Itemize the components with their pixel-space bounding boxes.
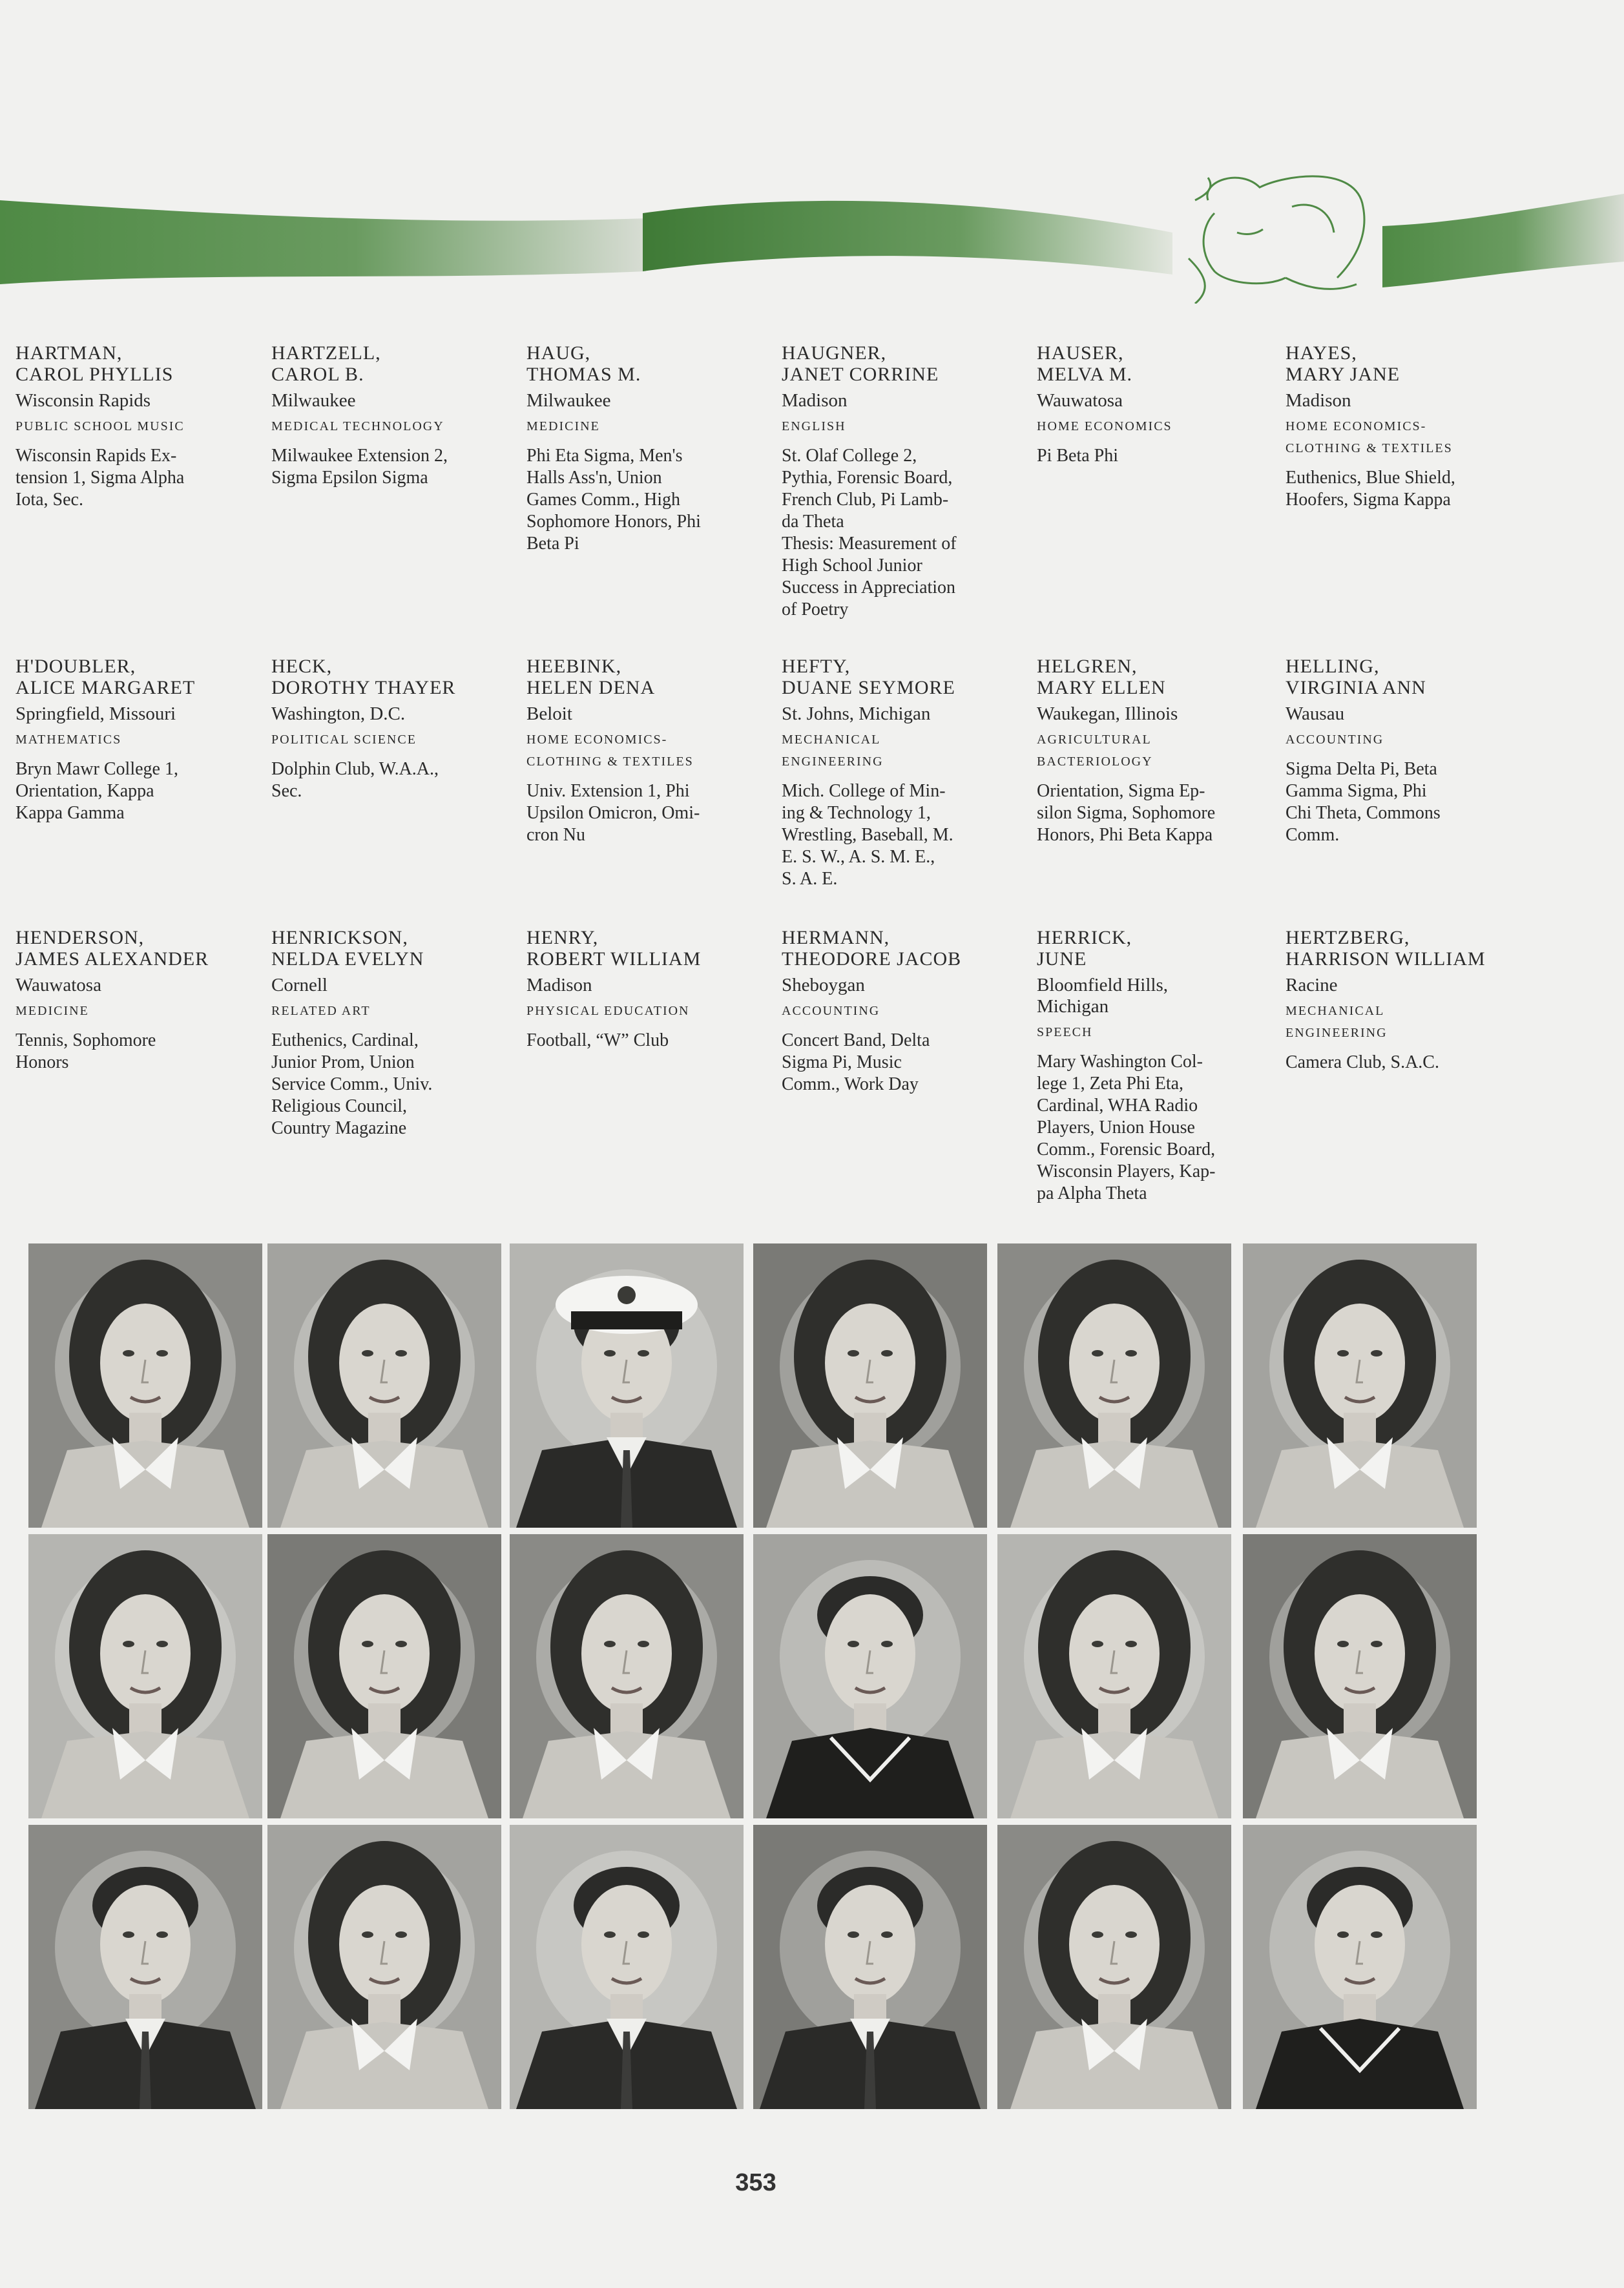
student-major: SPEECH (1037, 1025, 1093, 1039)
student-portrait (1243, 1534, 1477, 1818)
student-name: HERRICK, JUNE (1037, 927, 1132, 970)
student-name: HENRICKSON, NELDA EVELYN (271, 927, 424, 970)
student-portrait (1243, 1243, 1477, 1528)
student-hometown: Madison (782, 390, 848, 411)
student-activities: Concert Band, Delta Sigma Pi, Music Comm., Work Day (782, 1030, 930, 1094)
student-portrait (267, 1534, 501, 1818)
student-activities: Mich. College of Min- ing & Technology 1, Wrestling, Baseball, M. E. S. W., A. S. M. E., S. A. E. (782, 781, 953, 889)
student-major: HOME ECONOMICS- CLOTHING & TEXTILES (526, 733, 694, 769)
student-portrait (28, 1243, 262, 1528)
student-entry (271, 656, 504, 802)
student-hometown: Washington, D.C. (271, 703, 406, 724)
student-entry (1286, 927, 1518, 1074)
student-hometown: Wausau (1286, 703, 1345, 724)
student-name: HERTZBERG, HARRISON WILLIAM (1286, 927, 1486, 970)
student-activities: Tennis, Sophomore Honors (16, 1030, 156, 1072)
student-portrait (997, 1243, 1231, 1528)
student-activities: Mary Washington Col- lege 1, Zeta Phi Eta, Cardinal, WHA Radio Players, Union House Comm., Forensic Board, Wisconsin Players, Kap- pa Alpha Theta (1037, 1052, 1216, 1203)
student-name: HECK, DOROTHY THAYER (271, 656, 456, 698)
student-name: HARTZELL, CAROL B. (271, 342, 381, 385)
student-activities: Camera Club, S.A.C. (1286, 1052, 1439, 1072)
student-entry (526, 342, 759, 555)
student-hometown: Sheboygan (782, 975, 865, 995)
student-entry (1037, 342, 1269, 467)
student-hometown: St. Johns, Michigan (782, 703, 931, 724)
student-hometown: Wisconsin Rapids (16, 390, 151, 411)
student-hometown: Bloomfield Hills, Michigan (1037, 975, 1168, 1017)
student-name: HERMANN, THEODORE JACOB (782, 927, 962, 970)
student-major: MEDICINE (16, 1004, 89, 1018)
student-name: HAUG, THOMAS M. (526, 342, 641, 385)
student-entry (1037, 656, 1269, 846)
student-hometown: Waukegan, Illinois (1037, 703, 1178, 724)
student-portrait (510, 1243, 744, 1528)
student-entry (271, 927, 504, 1139)
student-entry (526, 656, 759, 846)
student-major: MEDICAL TECHNOLOGY (271, 419, 444, 433)
student-entry (16, 927, 248, 1074)
student-hometown: Milwaukee (271, 390, 356, 411)
student-entry (16, 342, 248, 511)
student-portrait (28, 1534, 262, 1818)
student-activities: Orientation, Sigma Ep- silon Sigma, Sophomore Honors, Phi Beta Kappa (1037, 781, 1216, 845)
student-entry (1037, 927, 1269, 1205)
student-activities: Univ. Extension 1, Phi Upsilon Omicron, Omi- cron Nu (526, 781, 700, 845)
student-entry (271, 342, 504, 489)
page-number: 353 (735, 2169, 776, 2196)
student-activities: Euthenics, Cardinal, Junior Prom, Union Service Comm., Univ. Religious Council, Country Magazine (271, 1030, 433, 1138)
student-hometown: Madison (526, 975, 592, 995)
student-name: HARTMAN, CAROL PHYLLIS (16, 342, 174, 385)
student-major: ENGLISH (782, 419, 846, 433)
student-name: H'DOUBLER, ALICE MARGARET (16, 656, 196, 698)
student-activities: Phi Eta Sigma, Men's Halls Ass'n, Union Games Comm., High Sophomore Honors, Phi Beta Pi (526, 446, 701, 554)
student-activities: Bryn Mawr College 1, Orientation, Kappa Kappa Gamma (16, 759, 178, 823)
student-entry (782, 342, 1014, 621)
student-portrait (753, 1243, 987, 1528)
student-major: MECHANICAL ENGINEERING (1286, 1004, 1388, 1040)
children-illustration-icon (1189, 176, 1364, 304)
student-portrait (510, 1825, 744, 2109)
student-name: HELGREN, MARY ELLEN (1037, 656, 1166, 698)
student-entry (1286, 656, 1518, 846)
student-portrait (267, 1825, 501, 2109)
student-hometown: Madison (1286, 390, 1351, 411)
student-portrait (510, 1534, 744, 1818)
ribbon-segment-3 (1382, 194, 1624, 287)
student-name: HAUSER, MELVA M. (1037, 342, 1133, 385)
student-major: MATHEMATICS (16, 733, 122, 747)
student-portrait (267, 1243, 501, 1528)
student-major: MECHANICAL ENGINEERING (782, 733, 884, 769)
student-hometown: Wauwatosa (1037, 390, 1123, 411)
student-hometown: Springfield, Missouri (16, 703, 176, 724)
student-major: RELATED ART (271, 1004, 371, 1018)
ribbon-segment-1 (0, 200, 646, 284)
student-major: MEDICINE (526, 419, 600, 433)
student-activities: Football, “W” Club (526, 1030, 669, 1050)
student-hometown: Wauwatosa (16, 975, 101, 995)
student-major: HOME ECONOMICS (1037, 419, 1172, 433)
student-name: HENDERSON, JAMES ALEXANDER (16, 927, 209, 970)
student-major: PUBLIC SCHOOL MUSIC (16, 419, 185, 433)
student-hometown: Racine (1286, 975, 1338, 995)
ribbon-banner (0, 174, 1624, 304)
student-name: HAUGNER, JANET CORRINE (782, 342, 939, 385)
student-major: AGRICULTURAL BACTERIOLOGY (1037, 733, 1153, 769)
student-entry (782, 656, 1014, 890)
student-entry (1286, 342, 1518, 511)
student-major: PHYSICAL EDUCATION (526, 1004, 690, 1018)
student-entry (782, 927, 1014, 1096)
student-portrait (28, 1825, 262, 2109)
student-activities: Wisconsin Rapids Ex- tension 1, Sigma Alpha Iota, Sec. (16, 446, 185, 510)
student-activities: St. Olaf College 2, Pythia, Forensic Board, French Club, Pi Lamb- da Theta Thesis: Measurement of High School Junior Success in Appreciation of Poetry (782, 446, 957, 619)
student-portrait (1243, 1825, 1477, 2109)
student-major: ACCOUNTING (1286, 733, 1384, 747)
student-entry (16, 656, 248, 824)
student-name: HEEBINK, HELEN DENA (526, 656, 656, 698)
ribbon-segment-2 (643, 201, 1172, 275)
student-hometown: Beloit (526, 703, 572, 724)
student-name: HAYES, MARY JANE (1286, 342, 1400, 385)
student-portrait (753, 1825, 987, 2109)
student-entry (526, 927, 759, 1052)
student-hometown: Cornell (271, 975, 328, 995)
student-activities: Sigma Delta Pi, Beta Gamma Sigma, Phi Chi Theta, Commons Comm. (1286, 759, 1441, 845)
portrait-grid (28, 1243, 1479, 2112)
student-hometown: Milwaukee (526, 390, 611, 411)
student-name: HELLING, VIRGINIA ANN (1286, 656, 1426, 698)
student-portrait (997, 1825, 1231, 2109)
student-activities: Pi Beta Phi (1037, 446, 1119, 466)
student-major: POLITICAL SCIENCE (271, 733, 417, 747)
student-major: ACCOUNTING (782, 1004, 880, 1018)
student-activities: Milwaukee Extension 2, Sigma Epsilon Sigma (271, 446, 448, 488)
student-activities: Euthenics, Blue Shield, Hoofers, Sigma Kappa (1286, 468, 1455, 510)
student-name: HEFTY, DUANE SEYMORE (782, 656, 955, 698)
student-activities: Dolphin Club, W.A.A., Sec. (271, 759, 439, 801)
student-major: HOME ECONOMICS- CLOTHING & TEXTILES (1286, 419, 1453, 455)
student-portrait (753, 1534, 987, 1818)
student-portrait (997, 1534, 1231, 1818)
student-name: HENRY, ROBERT WILLIAM (526, 927, 702, 970)
